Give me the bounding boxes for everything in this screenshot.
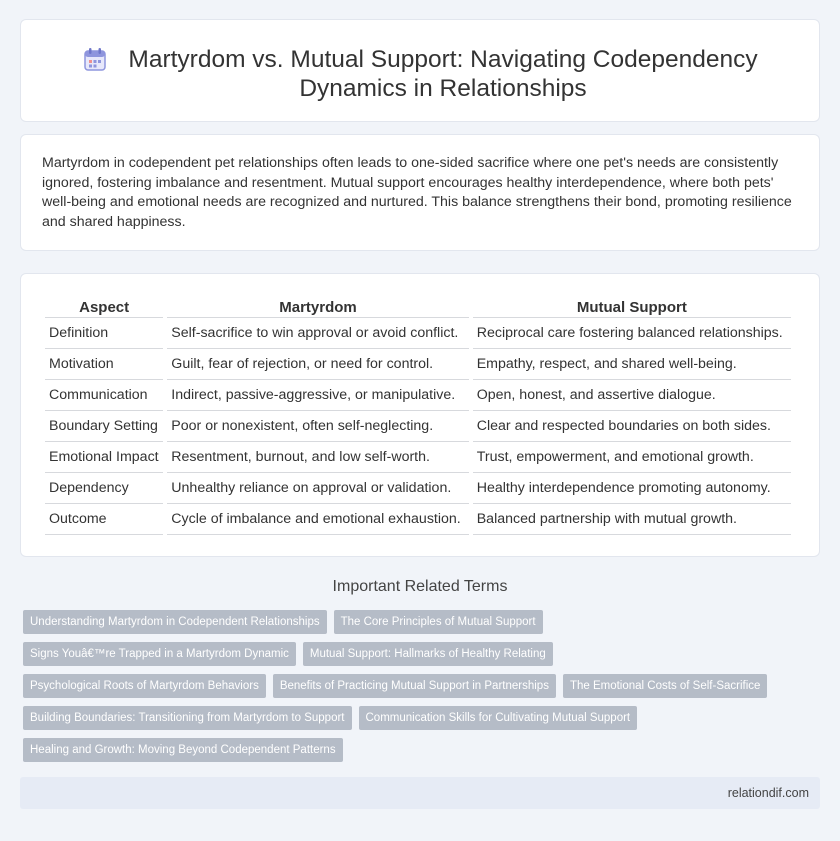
footer	[20, 777, 820, 809]
related-term-tag[interactable]: The Emotional Costs of Self-Sacrifice	[563, 674, 767, 698]
table-cell: Reciprocal care fostering balanced relationships.	[473, 318, 791, 349]
table-header-row	[45, 296, 791, 318]
table-cell: Healthy interdependence promoting autonomy.	[473, 473, 791, 504]
page-title: Martyrdom vs. Mutual Support: Navigating Codependency Dynamics in Relationships	[128, 46, 758, 102]
related-terms-title: Important Related Terms	[332, 578, 508, 595]
related-term-tag[interactable]: Communication Skills for Cultivating Mutual Support	[359, 706, 638, 730]
related-term-tag[interactable]: Mutual Support: Hallmarks of Healthy Relating	[303, 642, 553, 666]
table-row	[45, 442, 791, 473]
related-term-tag[interactable]: Benefits of Practicing Mutual Support in Partnerships	[273, 674, 556, 698]
table-row	[45, 504, 791, 535]
intro-card	[20, 134, 820, 251]
table-cell: Balanced partnership with mutual growth.	[473, 504, 791, 535]
calendar-icon	[82, 46, 108, 72]
footer-site-link[interactable]: relationdif.com	[727, 786, 809, 800]
table-cell: Trust, empowerment, and emotional growth.	[473, 442, 791, 473]
table-row	[45, 318, 791, 349]
table-row	[45, 349, 791, 380]
comparison-table	[41, 296, 795, 535]
related-term-tag[interactable]: Healing and Growth: Moving Beyond Codependent Patterns	[23, 738, 343, 762]
header-mutual-support: Mutual Support	[473, 296, 791, 318]
table-cell: Cycle of imbalance and emotional exhaustion.	[167, 504, 468, 535]
related-terms-list	[23, 610, 823, 770]
table-cell: Guilt, fear of rejection, or need for control.	[167, 349, 468, 380]
intro-text: Martyrdom in codependent pet relationships often leads to one-sided sacrifice where one pet's needs are consistently ignored, fostering imbalance and resentment. Mutual support encourages healthy interdependence, where both pets' well-being and emotional needs are recognized and nurtured. This balance strengthens their bond, promoting resilience and shared happiness.	[42, 155, 792, 231]
related-term-tag[interactable]: The Core Principles of Mutual Support	[334, 610, 543, 634]
header-martyrdom: Martyrdom	[167, 296, 468, 318]
table-cell: Open, honest, and assertive dialogue.	[473, 380, 791, 411]
header-card	[20, 19, 820, 122]
table-cell: Poor or nonexistent, often self-neglecting.	[167, 411, 468, 442]
related-term-tag[interactable]: Signs Youâ€™re Trapped in a Martyrdom Dynamic	[23, 642, 296, 666]
table-cell: Communication	[45, 380, 163, 411]
table-cell: Unhealthy reliance on approval or validation.	[167, 473, 468, 504]
table-cell: Motivation	[45, 349, 163, 380]
table-cell: Indirect, passive-aggressive, or manipulative.	[167, 380, 468, 411]
related-term-tag[interactable]: Psychological Roots of Martyrdom Behaviors	[23, 674, 266, 698]
table-cell: Dependency	[45, 473, 163, 504]
table-cell: Clear and respected boundaries on both sides.	[473, 411, 791, 442]
related-term-tag[interactable]: Understanding Martyrdom in Codependent Relationships	[23, 610, 327, 634]
table-row	[45, 473, 791, 504]
table-row	[45, 380, 791, 411]
header-aspect: Aspect	[45, 296, 163, 318]
table-cell: Outcome	[45, 504, 163, 535]
table-cell: Emotional Impact	[45, 442, 163, 473]
table-cell: Self-sacrifice to win approval or avoid conflict.	[167, 318, 468, 349]
table-cell: Empathy, respect, and shared well-being.	[473, 349, 791, 380]
table-row	[45, 411, 791, 442]
related-term-tag[interactable]: Building Boundaries: Transitioning from Martyrdom to Support	[23, 706, 352, 730]
comparison-card	[20, 273, 820, 557]
table-cell: Definition	[45, 318, 163, 349]
table-cell: Resentment, burnout, and low self-worth.	[167, 442, 468, 473]
table-cell: Boundary Setting	[45, 411, 163, 442]
